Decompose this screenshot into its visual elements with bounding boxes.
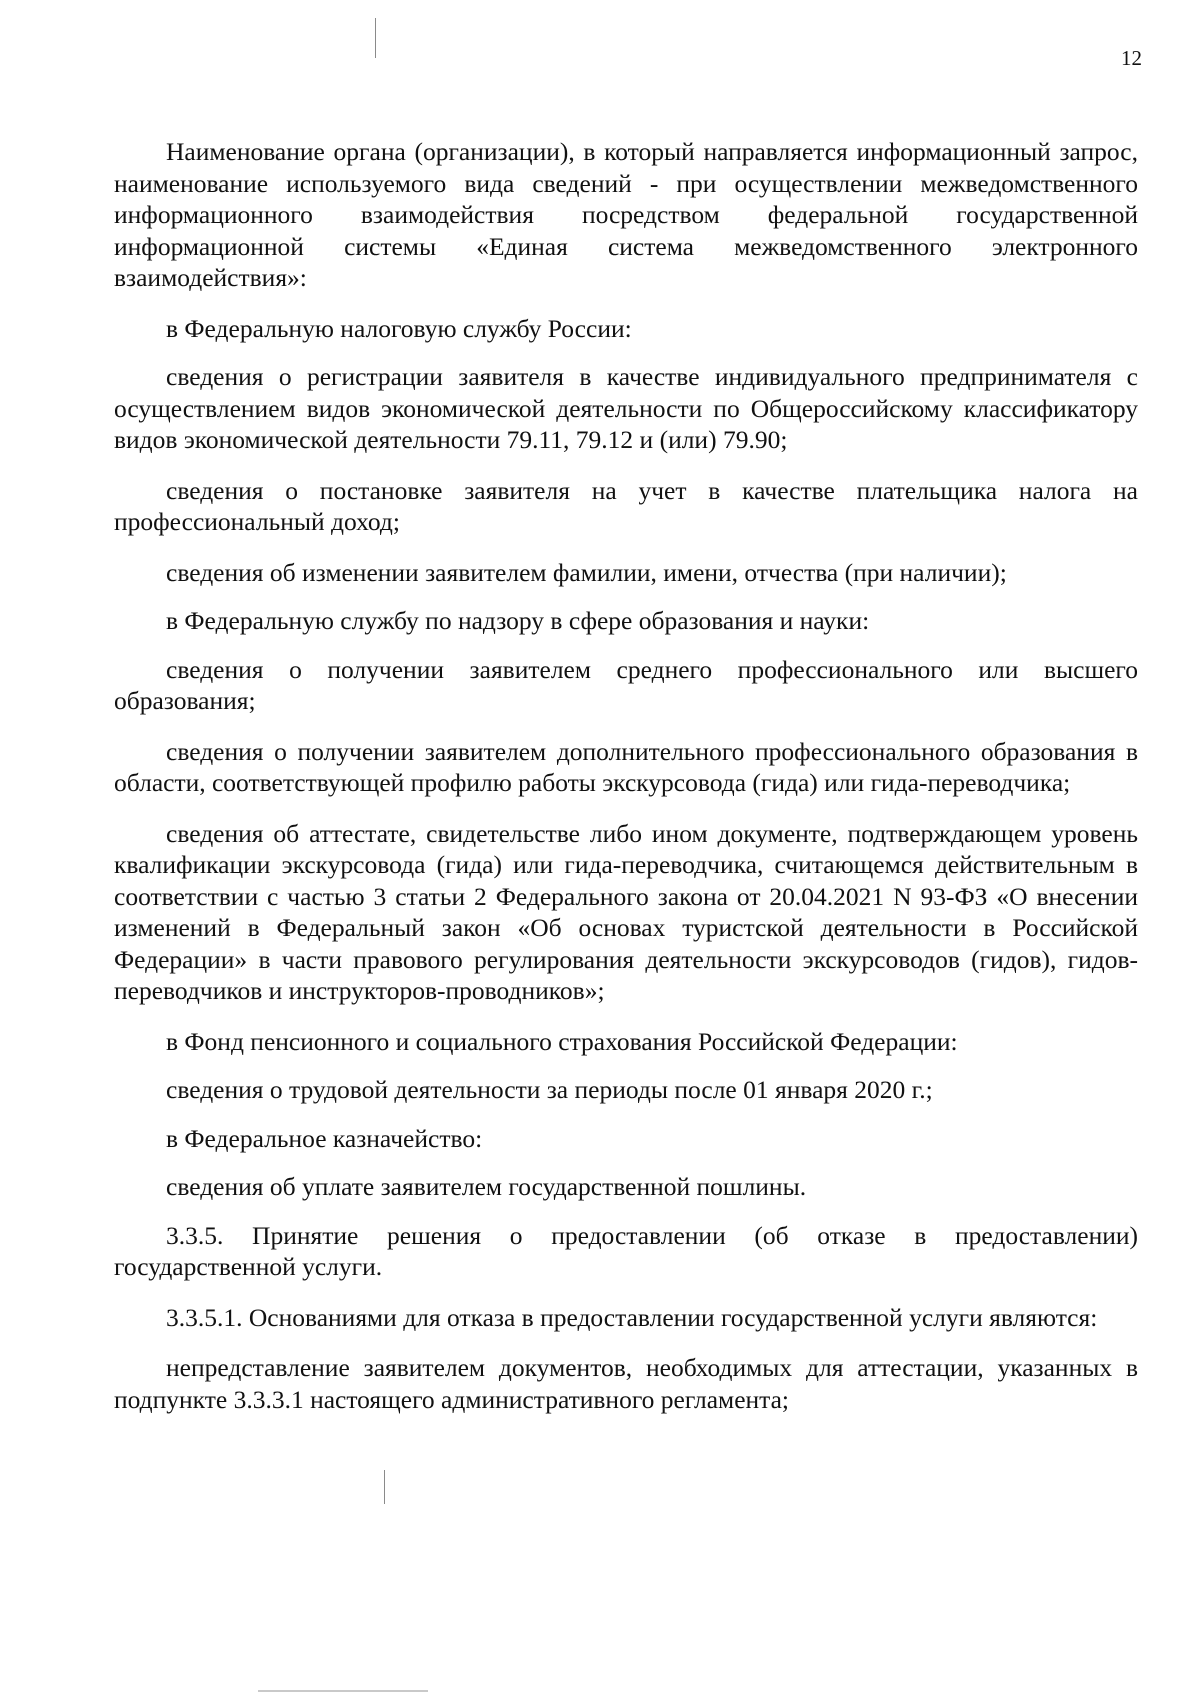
- paragraph-rosobrnadzor: в Федеральную службу по надзору в сфере образования и науки:: [166, 606, 870, 635]
- paragraph-certificate: сведения об аттестате, свидетельстве либо ином документе, подтверждающем уровень квалификации экскурсовода (гида) или гида-переводчика, считающемся действительным в соответствии с частью 3 статьи 2 Федерального закона от 20.04.2021 N 93-ФЗ «О внесении изменений в Федеральный закон «Об основах туристской деятельности в Российской Федерации» в части правового регулирования деятельности экскурсоводов (гидов), гидов-переводчиков и инструкторов-проводников»;: [114, 818, 1138, 1005]
- paragraph-intro: Наименование органа (организации), в который направляется информационный запрос, наименование используемого вида сведений - при осуществлении межведомственного информационного взаимодействия посредством федеральной государственной информационной системы «Единая система межведомственного электронного взаимодействия»:: [114, 137, 1138, 292]
- paragraph-section-3-3-5: 3.3.5. Принятие решения о предоставлении (об отказе в предоставлении) государственной услуги.: [114, 1220, 1138, 1281]
- paragraph-treasury: в Федеральное казначейство:: [166, 1123, 483, 1153]
- paragraph-name-change: сведения об изменении заявителем фамилии, имени, отчества (при наличии);: [166, 557, 1007, 587]
- scan-artifact-footer-line: [258, 1690, 428, 1692]
- paragraph-refusal-ground: непредставление заявителем документов, необходимых для аттестации, указанных в подпункте 3.3.3.1 настоящего административного регламента;: [114, 1353, 1138, 1414]
- paragraph-state-fee: сведения об уплате заявителем государственной пошлины.: [166, 1172, 807, 1201]
- scan-artifact-bottom: [384, 1470, 385, 1504]
- paragraph-ip-registration: сведения о регистрации заявителя в качестве индивидуального предпринимателя с осуществлением видов экономической деятельности по Общероссийскому классификатору видов экономической деятельности 79.11, 79.12 и (или) 79.90;: [114, 362, 1138, 454]
- paragraph-pension-fund: в Фонд пенсионного и социального страхования Российской Федерации:: [166, 1026, 958, 1056]
- paragraph-tax-registration: сведения о постановке заявителя на учет в качестве плательщика налога на профессиональный доход;: [114, 475, 1138, 536]
- scan-artifact-top: [375, 18, 376, 58]
- paragraph-labor-activity: сведения о трудовой деятельности за периоды после 01 января 2020 г.;: [166, 1075, 933, 1104]
- paragraph-fns: в Федеральную налоговую службу России:: [166, 313, 632, 343]
- paragraph-additional-education: сведения о получении заявителем дополнительного профессионального образования в области, соответствующей профилю работы экскурсовода (гида) или гида-переводчика;: [114, 736, 1138, 797]
- paragraph-section-3-3-5-1: 3.3.5.1. Основаниями для отказа в предоставлении государственной услуги являются:: [166, 1302, 1098, 1332]
- page-number: 12: [1121, 46, 1142, 70]
- document-body: [114, 136, 1138, 1434]
- paragraph-higher-education: сведения о получении заявителем среднего профессионального или высшего образования;: [114, 654, 1138, 715]
